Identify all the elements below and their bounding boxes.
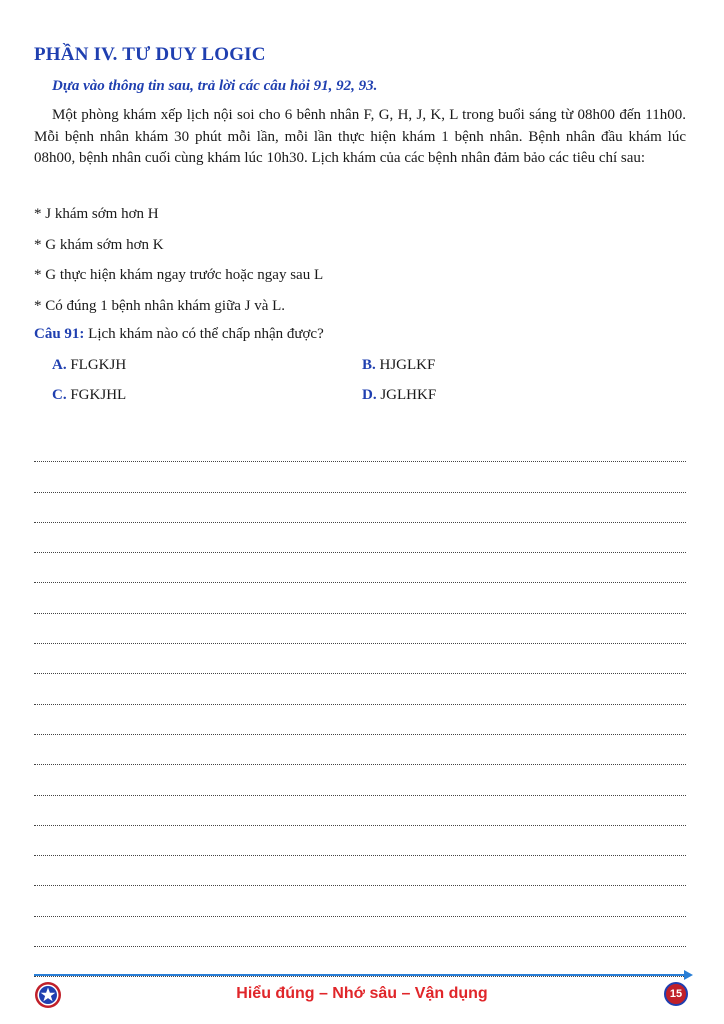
section-title: PHẦN IV. TƯ DUY LOGIC: [34, 44, 266, 65]
criterion-item: * Có đúng 1 bệnh nhân khám giữa J và L.: [34, 297, 286, 314]
dotted-answer-line: [34, 583, 686, 613]
dotted-answer-line: [34, 432, 686, 462]
option-a[interactable]: [52, 357, 126, 374]
problem-paragraph: Một phòng khám xếp lịch nội soi cho 6 bênh nhân F, G, H, J, K, L trong buổi sáng từ 08h00 đến 11h00. Mỗi bệnh nhân khám 30 phút mỗi lần, mỗi lần thực hiện khám 1 bệnh nhân. Bệnh nhân đầu khám lúc 08h00, bệnh nhân cuối cùng khám lúc 10h30. Lịch khám của các bệnh nhân đảm bảo các tiêu chí sau:: [34, 107, 686, 166]
option-letter: A.: [52, 357, 67, 373]
dotted-answer-line: [34, 553, 686, 583]
option-letter: B.: [362, 357, 376, 373]
dotted-answer-line: [34, 462, 686, 492]
dotted-answer-line: [34, 826, 686, 856]
dotted-answer-line: [34, 523, 686, 553]
dotted-answer-line: [34, 917, 686, 947]
footer-slogan: Hiểu đúng – Nhớ sâu – Vận dụng: [236, 985, 488, 1002]
criteria-list: [34, 204, 686, 326]
question-text: Lịch khám nào có thể chấp nhận được?: [84, 326, 324, 342]
dotted-answer-line: [34, 765, 686, 795]
option-text: FLGKJH: [66, 357, 127, 373]
dotted-answer-line: [34, 493, 686, 523]
dotted-answer-line: [34, 614, 686, 644]
instruction-text: Dựa vào thông tin sau, trả lời các câu hỏi 91, 92, 93.: [52, 78, 378, 94]
option-b[interactable]: [362, 357, 435, 374]
answer-writing-area[interactable]: [34, 432, 686, 977]
question-91: [34, 326, 324, 343]
criterion-item: * G thực hiện khám ngay trước hoặc ngay sau L: [34, 267, 324, 283]
dotted-answer-line: [34, 886, 686, 916]
page-number-badge: 15: [664, 982, 688, 1006]
dotted-answer-line: [34, 856, 686, 886]
footer-arrow-icon: [684, 970, 693, 980]
question-label: Câu 91:: [34, 326, 85, 342]
dotted-answer-line: [34, 947, 686, 977]
option-c[interactable]: [52, 387, 126, 404]
dotted-answer-line: [34, 644, 686, 674]
option-text: JGLHKF: [376, 387, 437, 403]
dotted-answer-line: [34, 735, 686, 765]
criterion-item: * G khám sớm hơn K: [34, 236, 164, 253]
option-letter: D.: [362, 387, 377, 403]
dotted-answer-line: [34, 674, 686, 704]
footer-divider: [34, 974, 684, 976]
option-d[interactable]: [362, 387, 436, 404]
option-text: HJGLKF: [375, 357, 436, 373]
option-letter: C.: [52, 387, 67, 403]
option-text: FGKJHL: [66, 387, 127, 403]
dotted-answer-line: [34, 796, 686, 826]
criterion-item: * J khám sớm hơn H: [34, 206, 159, 222]
dotted-answer-line: [34, 705, 686, 735]
